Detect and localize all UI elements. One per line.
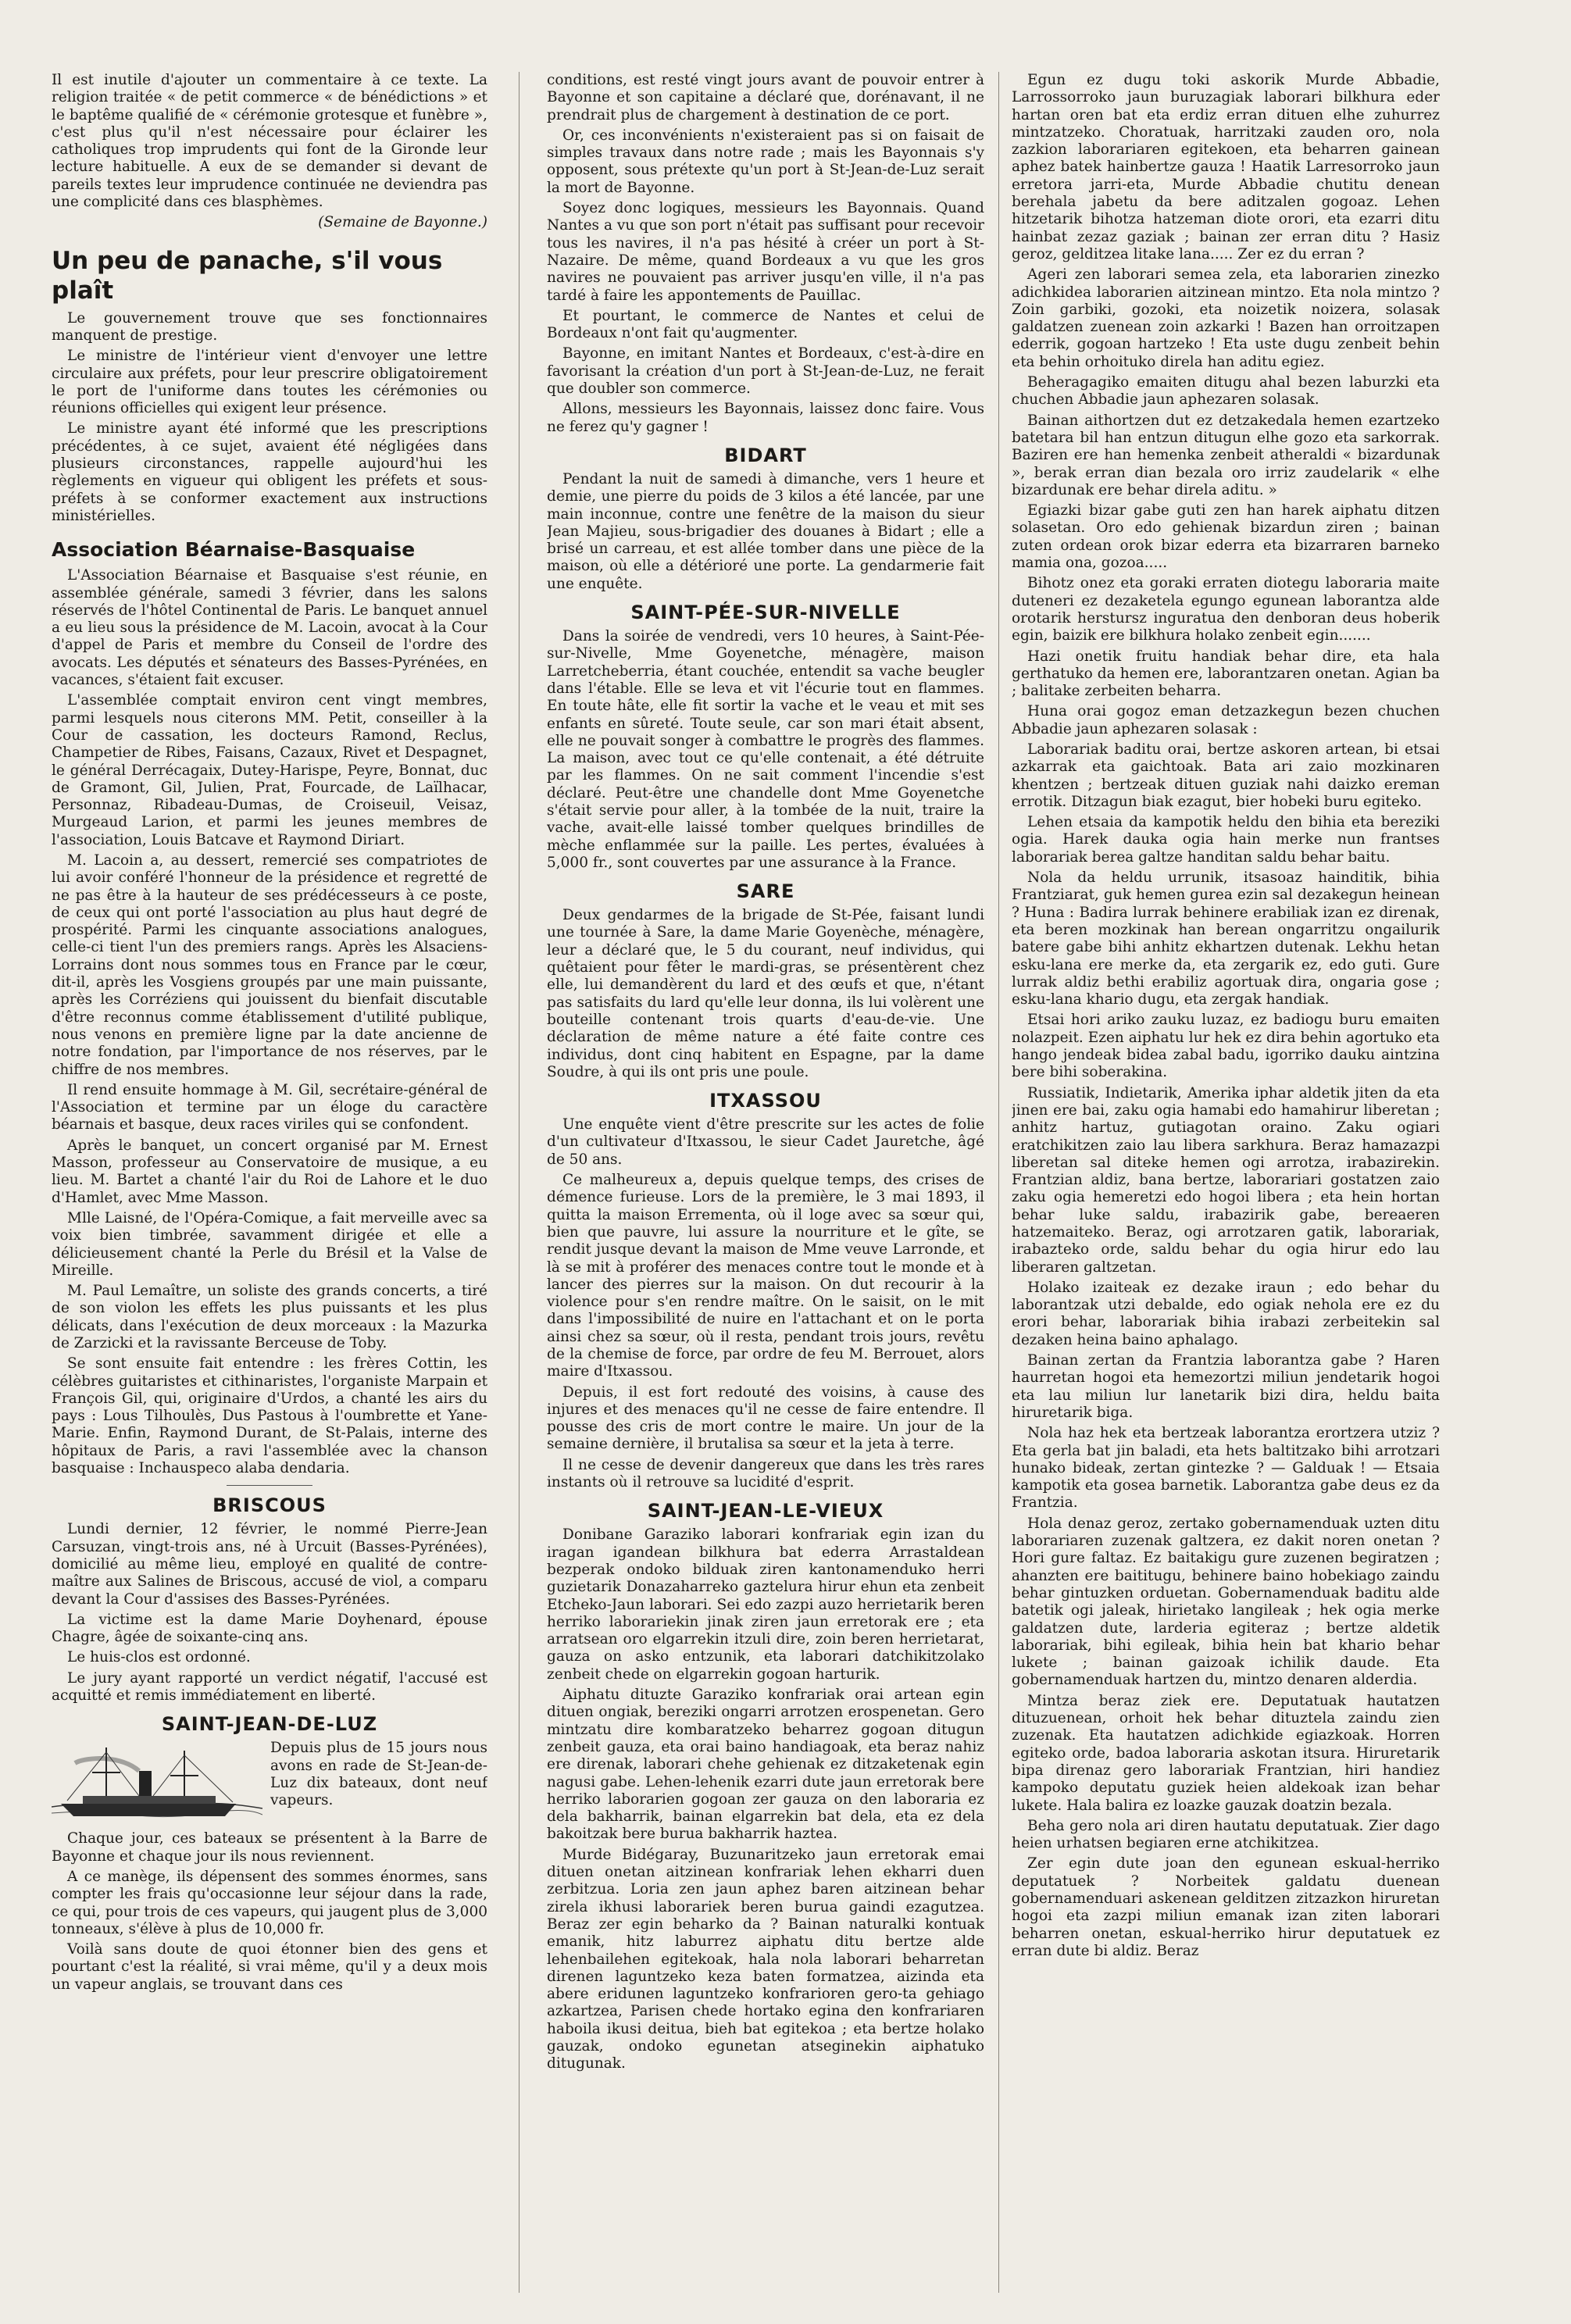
paragraph: Il ne cesse de devenir dangereux que dans les très rares instants où il retrouve sa lucidité d'esprit. bbox=[547, 1456, 984, 1491]
paragraph: Nola haz hek eta bertzeak laborantza erortzera utziz ? Eta gerla bat jin baladi, eta hets baltitzako bihi arrotzari hunako bideak, zertan gintezke ? — Galduak ! — Etsaia kampotik eta gosea barnetik. Laborantza gabe deus ez da Frantzia. bbox=[1012, 1425, 1440, 1512]
headline-association: Association Béarnaise-Basquaise bbox=[52, 538, 416, 562]
paragraph: Depuis, il est fort redouté des voisins, à cause des injures et des menaces qu'il ne cesse de faire entendre. Il pousse des cris de mort contre le maire. Un jour de la semaine dernière, il brutalisa sa sœur et la jeta à terre. bbox=[547, 1383, 984, 1453]
headline-saint-jean-de-luz: SAINT-JEAN-DE-LUZ bbox=[161, 1713, 378, 1736]
paragraph: Zer egin dute joan den egunean eskual-herriko deputatuek ? Norbeitek galdatu duenean gobernamenduari askenean gelditzen zitzazkon hiruretan hogoi eta zazpi miliun emanak izan ziten laborari beharren onetan, eskual-herriko hirur deputatuek ez erran dute bi aldiz. Beraz bbox=[1012, 1855, 1440, 1959]
paragraph: Ce malheureux a, depuis quelque temps, des crises de démence furieuse. Lors de la première, le 3 mai 1893, il quitta la maison Errementa, où il loge avec sa sœur qui, bien que pauvre, lui assure la nourriture et le gîte, se rendit jusque devant la maison de Mme veuve Larronde, et là se mit à proférer des menaces contre tout le monde et à lancer des pierres sur la maison. On dut recourir à la violence pour s'en rendre maître. On le saisit, on le mit dans l'impossibilité de nuire en l'attachant et on le porta ainsi chez sa sœur, où il resta, pendant trois jours, revêtu de la chemise de force, par ordre de feu M. Berrouet, alors maire d'Itxassou. bbox=[547, 1172, 984, 1380]
paragraph: Le jury ayant rapporté un verdict négatif, l'accusé est acquitté et remis immédiatement en liberté. bbox=[52, 1669, 487, 1705]
paragraph: Ageri zen laborari semea zela, eta laborarien zinezko adichkidea laborarien aitzinean mintzo. Eta nola mintzo ? Zoin garbiki, gozoki, eta noizetik noizera, solasak galdatzen zuenean zoin azkarki ! Bazen han orroitzapen ederrik, gogoan hartzeko ! Eta uste dugu zenbeit behin eta behin orhoituko direla han aditu egiez. bbox=[1012, 266, 1440, 370]
column-rule bbox=[519, 72, 520, 2293]
column-middle bbox=[547, 72, 984, 2293]
paragraph: Chaque jour, ces bateaux se présentent à la Barre de Bayonne et chaque jour ils nous reviennent. bbox=[52, 1830, 487, 1865]
paragraph: Pendant la nuit de samedi à dimanche, vers 1 heure et demie, une pierre du poids de 3 kilos a été lancée, par une main inconnue, contre une fenêtre de la maison du sieur Jean Majieu, sous-brigadier des douanes à Bidart ; elle a brisé un carreau, et est allée tomber dans une pièce de la maison, où elle a détérioré une porte. La gendarmerie fait une enquête. bbox=[547, 470, 984, 592]
headline-saint-jean-le-vieux: SAINT-JEAN-LE-VIEUX bbox=[647, 1500, 884, 1523]
paragraph: Le huis-clos est ordonné. bbox=[67, 1649, 251, 1666]
paragraph: Voilà sans doute de quoi étonner bien des gens et pourtant c'est la réalité, si vrai même, qu'il y a deux mois un vapeur anglais, se trouvant dans ces bbox=[52, 1941, 487, 1993]
column-left bbox=[52, 72, 487, 2293]
source-attribution: (Semaine de Bayonne.) bbox=[318, 214, 487, 231]
paragraph: Deux gendarmes de la brigade de St-Pée, faisant lundi une tournée à Sare, la dame Marie Goyenèche, ménagère, leur a déclaré que, le 5 du courant, neuf individus, qui quêtaient pour fêter le mardi-gras, se présentèrent chez elle, lui demandèrent du lard et des œufs et que, n'étant pas satisfaits du lard qu'elle leur donna, ils lui volèrent une bouteille contenant trois quarts d'eau-de-vie. Une déclaration de même nature a été faite contre ces individus, dont cinq habitent en Espagne, par la dame Soudre, à qui ils ont pris une poule. bbox=[547, 907, 984, 1080]
steamship-article bbox=[52, 1740, 487, 1830]
column-right bbox=[1012, 72, 1440, 2293]
paragraph: Bayonne, en imitant Nantes et Bordeaux, c'est-à-dire en favorisant la création d'un port à St-Jean-de-Luz, ne ferait que doubler son commerce. bbox=[547, 345, 984, 398]
paragraph: Huna orai gogoz eman detzazkegun bezen chuchen Abbadie jaun aphezaren solasak : bbox=[1012, 703, 1440, 737]
headline-briscous: BRISCOUS bbox=[212, 1494, 327, 1517]
paragraph: Mlle Laisné, de l'Opéra-Comique, a fait merveille avec sa voix bien timbrée, savamment dirigée et elle a délicieusement chanté la Perle du Brésil et la Valse de Mireille. bbox=[52, 1209, 487, 1279]
column-rule bbox=[998, 72, 999, 2293]
headline-saint-pee-sur-nivelle: SAINT-PÉE-SUR-NIVELLE bbox=[630, 602, 901, 624]
section-separator bbox=[227, 1485, 312, 1486]
paragraph: Egun ez dugu toki askorik Murde Abbadie, Larrossorroko jaun buruzagiak laborari bilkhura eder hartan oren bat eta erdiz erran dituen elhe zuhurrez mintzatzeko. Choratuak, harritzaki zauden oro, nola zazkion laborariaren egitekoen, eta beharren gainean aphez batek hainbertze gauza ! Haatik Larresorroko jaun erretora jarri-eta, Murde Abbadie chutitu denean berehala jabetu da bere aditzalen gogoaz. Lehen hitzetarik bihotza hatzeman diote orori, eta ezarri ditu hainbat zezaz gaziak ; bainan zer erran ditu ? Hasiz geroz, gelditzea litake lana..... Zer ez du erran ? bbox=[1012, 72, 1440, 262]
paragraph: Mintza beraz ziek ere. Deputatuak hautatzen dituzuenean, orhoit hek behar dituztela zaindu zien zuzenak. Eta hautatzen adichkide egiazkoak. Horren egiteko orde, badoa laboraria askotan itsura. Hiruretarik bipa direnaz gero laborariak Frantzian, hiri handiez kampoko deputatu guziek heien aldekoak izan behar lukete. Hala balira ez loazke gauzak doatzin bezala. bbox=[1012, 1692, 1440, 1814]
paragraph: La victime est la dame Marie Doyhenard, épouse Chagre, âgée de soixante-cinq ans. bbox=[52, 1611, 487, 1646]
paragraph: Laborariak baditu orai, bertze askoren artean, bi etsai azkarrak eta gaichtoak. Bata ari zaio mozkinaren khentzen ; bertzeak dituen guziak nahi daizko ereman errotik. Ditzagun biak ezagut, bier hobeki buru egiteko. bbox=[1012, 741, 1440, 810]
paragraph: Une enquête vient d'être prescrite sur les actes de folie d'un cultivateur d'Itxassou, le sieur Cadet Jauretche, âgé de 50 ans. bbox=[547, 1116, 984, 1168]
steamship-engraving bbox=[52, 1741, 262, 1827]
paragraph: Etsai hori ariko zauku luzaz, ez badiogu buru emaiten nolazpeit. Ezen aiphatu lur hek ez dira behin agortuko eta hango jendeak bidea zabal badu, igorriko dauku aintzina bere bihi soberakina. bbox=[1012, 1012, 1440, 1081]
paragraph: Russiatik, Indietarik, Amerika iphar aldetik jiten da eta jinen ere bai, zaku ogia hamabi edo hamahirur liberetan ; anhitz hartuz, gutiagotan oraino. Zaku ogiari eratchikitzen zaio lau libera sarkhura. Beraz hamazazpi liberetan sal diteke hemen ogi arrotza, irabazirekin. Frantzian aldiz, bana bertze, laborariari gostatzen zaio zaku ogia hemeretzi edo hogoi libera ; eta hein hortan behar luke saldu, irabazirik gabe, bereaeren hatzemaiteko. Beraz, ogi arrotzaren gatik, laborariak, irabazteko orde, saldu behar du ogia hirur edo lau liberaren galtzetan. bbox=[1012, 1084, 1440, 1276]
paragraph: Nola da heldu urrunik, itsasoaz hainditik, bihia Frantziarat, guk hemen gurea ezin sal dezakegun heinean ? Huna : Badira lurrak behinere erabiliak izan ez direnak, eta beren mozkinak han berean ongarritzu ongailurik batere gabe bihi anhitz ekhartzen dutenak. Lekhu hetan esku-lana ere merke da, eta zergarik ez, edo guti. Gure lurrak aldiz bethi erabiliz agortuak dira, ongaria gose ; esku-lana khario dugu, eta zergak handiak. bbox=[1012, 869, 1440, 1008]
paragraph: Aiphatu dituzte Garaziko konfrariak orai artean egin dituen ongiak, bereziki ongarri arrotzen erospenetan. Gero mintzatu dire kombaratzeko beharrez gogoan ditugun zenbeit gauza, eta orai baino handiagoak, eta beraz nahiz ere direnak, laborari chehe gehienak ez ditzaketenak egin nagusi gabe. Lehen-lehenik ezarri dute jaun erretorak bere herriko laborarien gogoan zer gauza on den laboraria ez dela bakharrik, bainan elgarrekin bat dela, eta ez dela bakoitzak bere burua bakharrik haztea. bbox=[547, 1687, 984, 1843]
paragraph: Holako izaiteak ez dezake iraun ; edo behar du laborantzak utzi debalde, edo ogiak nehola ere ez du erori behar, laborariak bihia irabazi zerbeitekin sal dezaken heina baino aphalago. bbox=[1012, 1279, 1440, 1348]
headline-bidart: BIDART bbox=[724, 444, 807, 466]
paragraph: Le ministre de l'intérieur vient d'envoyer une lettre circulaire aux préfets, pour leur prescrire obligatoirement le port de l'uniforme dans toutes les cérémonies ou réunions officielles qui exigent leur présence. bbox=[52, 348, 487, 417]
paragraph: L'Association Béarnaise et Basquaise s'est réunie, en assemblée générale, samedi 3 février, dans les salons réservés de l'hôtel Continental de Paris. Le banquet annuel a eu lieu sous la présidence de M. Lacoin, avocat à la Cour d'appel de Paris et membre du Conseil de l'ordre des avocats. Les députés et sénateurs des Basses-Pyrénées, en vacances, s'étaient fait excuser. bbox=[52, 567, 487, 689]
paragraph: Il est inutile d'ajouter un commentaire à ce texte. La religion traitée « de petit commerce « de bénédictions » et le baptême qualifié de « cérémonie grotesque et funèbre », c'est plus qu'il n'est nécessaire pour éclairer les catholiques trop imprudents qui font de la Gironde leur lecture habituelle. A eux de se demander si devant de pareils textes leur imprudence continuée ne deviendra pas une complicité dans ces blasphèmes. bbox=[52, 72, 487, 211]
paragraph: A ce manège, ils dépensent des sommes énormes, sans compter les frais qu'occasionne leur séjour dans la rade, ce qui, pour trois de ces vapeurs, qui jaugent plus de 3,000 tonneaux, s'élève à plus de 10,000 fr. bbox=[52, 1868, 487, 1937]
paragraph: Et pourtant, le commerce de Nantes et celui de Bordeaux n'ont fait qu'augmenter. bbox=[547, 307, 984, 342]
paragraph: M. Lacoin a, au dessert, remercié ses compatriotes de lui avoir conféré l'honneur de la présidence et regretté de ne pas être à la hauteur de ses prédécesseurs à ce poste, de ceux qui ont porté l'association au plus haut degré de prospérité. Parmi les cinquante associations analogues, celle-ci tient l'un des premiers rangs. Après les Alsaciens-Lorrains dont nous sommes tous en France par le cœur, dit-il, après les Vosgiens groupés par une main puissante, après les Corréziens qui jouissent du bienfait discutable d'être reconnus comme établissement d'utilité publique, nous venons en première ligne par la date ancienne de notre fondation, par l'importance de nos réserves, par le chiffre de nos membres. bbox=[52, 851, 487, 1078]
paragraph: Bihotz onez eta goraki erraten diotegu laboraria maite duteneri ez dezaketela egungo egunean laborantza alde orotarik herstursz inguratua den denboran deus hoberik egin, baizik ere bilkhura holako zenbeit egin....... bbox=[1012, 575, 1440, 644]
paragraph: L'assemblée comptait environ cent vingt membres, parmi lesquels nous citerons MM. Petit, conseiller à la Cour de cassation, les docteurs Ramond, Reclus, Champetier de Ribes, Faisans, Cazaux, Rivet et Despagnet, le général Derrécagaix, Dutey-Harispe, Peyre, Bonnat, duc de Gramont, Gil, Julien, Prat, Fourcade, de Laïlhacar, Personnaz, Ribadeau-Dumas, de Croiseuil, Veisaz, Murgeaud Larion, et parmi les jeunes membres de l'association, Louis Batcave et Raymond Diriart. bbox=[52, 692, 487, 848]
paragraph: conditions, est resté vingt jours avant de pouvoir entrer à Bayonne et son capitaine a déclaré que, dorénavant, il ne prendrait plus de chargement à destination de ce port. bbox=[547, 72, 984, 123]
paragraph: Hola denaz geroz, zertako gobernamenduak uzten ditu laborariaren zuzenak galtzera, ez dakit noren onetan ? Hori gure faltaz. Ez baitakigu gure zuzenen begiratzen ; ahanzten ere baititugu, behinere baino hobekiago zaindu behar gintuzken orduetan. Gobernamenduak baditu alde batetik ogi jaleak, hirietako langileak ; hek ogia merke galdatzen dute, larderia egiteraz ; bertze aldetik laborariak, bihi egileak, bihia hein bat khario behar lukete ; bainan gaizoak ichilik daude. Eta gobernamenduak hartzen du, mintzo denaren alderdia. bbox=[1012, 1515, 1440, 1689]
paragraph: Egiazki bizar gabe guti zen han harek aiphatu ditzen solasetan. Oro edo gehienak bizardun ziren ; bainan zuten ordean orok bizar ederra eta bizarraren barneko mamia ona, gozoa..... bbox=[1012, 502, 1440, 572]
paragraph: Après le banquet, un concert organisé par M. Ernest Masson, professeur au Conservatoire de musique, a eu lieu. M. Bartet a chanté l'air du Roi de Lahore et le duo d'Hamlet, avec Mme Masson. bbox=[52, 1137, 487, 1206]
paragraph: Lehen etsaia da kampotik heldu den bihia eta bereziki ogia. Harek dauka ogia hain merke nun frantses laborariak berea galtze handitan saldu behar baitu. bbox=[1012, 814, 1440, 866]
paragraph: Bainan zertan da Frantzia laborantza gabe ? Haren haurretan hogoi eta hemezortzi miliun jendetarik hogoi eta lau miliun lur lanetarik bizi dira, heldu baita hiruretarik biga. bbox=[1012, 1352, 1440, 1421]
paragraph: Soyez donc logiques, messieurs les Bayonnais. Quand Nantes a vu que son port n'était pas suffisant pour recevoir tous les navires, il n'a pas hésité à créer un port à St-Nazaire. De même, quand Bordeaux a vu que les gros navires ne pouvaient pas arriver jusqu'en ville, il n'a pas tardé à faire les appontements de Pauillac. bbox=[547, 200, 984, 304]
paragraph: Se sont ensuite fait entendre : les frères Cottin, les célèbres guitaristes et cithinaristes, l'organiste Marpain et François Gil, qui, originaire d'Urdos, a chanté les airs du pays : Lous Tilhoulès, Dus Pastous à l'oumbrette et Yane-Marie. Enfin, Raymond Durant, de St-Palais, interne des hôpitaux de Paris, a ravi l'assemblée avec la chanson basquaise : Inchauspeco alaba dendaria. bbox=[52, 1355, 487, 1477]
paragraph: Beheragagiko emaiten ditugu ahal bezen laburzki eta chuchen Abbadie jaun aphezaren solasak. bbox=[1012, 374, 1440, 409]
paragraph: Hazi onetik fruitu handiak behar dire, eta hala gerthatuko da hemen ere, laborantzaren onetan. Agian ba ; balitake zerbeiten beharra. bbox=[1012, 648, 1440, 700]
paragraph: Dans la soirée de vendredi, vers 10 heures, à Saint-Pée-sur-Nivelle, Mme Goyenetche, ménagère, maison Larretcheberria, étant couchée, entendit sa vache beugler dans l'étable. Elle se leva et vit l'écurie tout en flammes. En toute hâte, elle fit sortir la vache et le veau et mit ses enfants en sûreté. Toute seule, car son mari était absent, elle ne pouvait songer à combattre le progrès des flammes. La maison, avec tout ce qu'elle contenait, a été détruite par les flammes. On ne sait comment l'incendie s'est déclaré. Peut-être une chandelle dont Mme Goyenetche s'était servie pour aller, à la tombée de la nuit, traire la vache, avait-elle laissé tomber quelques brindilles de mèche enflammée sur la paille. Les pertes, évaluées à 5,000 fr., sont couvertes par une assurance à la France. bbox=[547, 628, 984, 871]
paragraph: Donibane Garaziko laborari konfrariak egin izan du iragan igandean bilkhura bat ederra Arrastaldean bezperak ondoko bilduak ziren kantonamenduko herri guzietarik Donazaharreko gaztelura hirur ehun eta zenbeit Etcheko-Jaun laborari. Sei edo zazpi auzo herrietarik beren herriko laborariekin jinak ziren jaun erretorak ere ; eta arratsean oro elgarrekin itzuli dire, zoin beren herrietarat, gauza on asko entzunik, eta laborari datchikitzolako zenbeit chede on elgarrekin gogoan harturik. bbox=[547, 1526, 984, 1683]
paragraph: Le ministre ayant été informé que les prescriptions précédentes, à ce sujet, avaient été négligées dans plusieurs circonstances, rappelle aujourd'hui les règlements en vigueur qui obligent les préfets et sous-préfets à se conformer exactement aux instructions ministérielles. bbox=[52, 420, 487, 524]
paragraph: Il rend ensuite hommage à M. Gil, secrétaire-général de l'Association et termine par un éloge du caractère béarnais et basque, deux races viriles qui se confondent. bbox=[52, 1081, 487, 1133]
paragraph: M. Paul Lemaître, un soliste des grands concerts, a tiré de son violon les effets les plus puissants et les plus délicats, dans l'exécution de deux morceaux : la Mazurka de Zarzicki et la ravissante Berceuse de Toby. bbox=[52, 1283, 487, 1351]
headline-itxassou: ITXASSOU bbox=[709, 1090, 822, 1112]
headline-panache: Un peu de panache, s'il vous plaît bbox=[52, 246, 443, 305]
paragraph: Lundi dernier, 12 février, le nommé Pierre-Jean Carsuzan, vingt-trois ans, né à Urcuit (Basses-Pyrénées), domicilié au même lieu, employé en qualité de contre-maître aux Salines de Briscous, accusé de viol, a comparu devant la Cour d'assises des Basses-Pyrénées. bbox=[52, 1521, 487, 1608]
paragraph: Bainan aithortzen dut ez detzakedala hemen ezartzeko batetara bil han entzun ditugun elhe gozo eta sarkorrak. Baziren ere han hemenka zenbeit atheraldi « bizardunak », berak erran dian bezala oro irriz zaudelarik « elhe bizardunak ere behar direla aditu. » bbox=[1012, 412, 1440, 498]
paragraph: Allons, messieurs les Bayonnais, laissez donc faire. Vous ne ferez qu'y gagner ! bbox=[547, 401, 984, 435]
paragraph: Le gouvernement trouve que ses fonctionnaires manquent de prestige. bbox=[52, 309, 487, 344]
headline-sare: SARE bbox=[736, 880, 795, 903]
paragraph: Murde Bidégaray, Buzunaritzeko jaun erretorak emai dituen onetan aitzinean konfrariak lehen ekharri duen zerbitzua. Loria zen jaun aphez baren aitzinean behar zirela ikhusi laborariek beren burua gaindi ezagutzea. Beraz zer egin beharko da ? Bainan naturalki kontuak emanik, hitz laburrez aiphatu ditu bertze alde lehenbailehen egitekoak, hala nola laborari beharretan direnen laguntzeko keza baten formatzea, aizinda eta abere eridunen laguntzeko konfrarioren gero-ta gehiago azkartzea, Parisen chede hortako egina den konfrariaren haboila ikusi deitua, bieh bat egitekoa ; eta bertze holako gauzak, ondoko egunetan atseginekin aiphatuko ditugunak. bbox=[547, 1846, 984, 2072]
paragraph: Beha gero nola ari diren hautatu deputatuak. Zier dago heien urhatsen begiaren erne atchikitzea. bbox=[1012, 1817, 1440, 1852]
paragraph: Depuis plus de 15 jours nous avons en rade de St-Jean-de-Luz dix bateaux, dont neuf vapeurs. bbox=[270, 1740, 487, 1809]
paragraph: Or, ces inconvénients n'existeraient pas si on faisait de simples travaux dans notre rade ; mais les Bayonnais s'y opposent, sous prétexte qu'un port à St-Jean-de-Luz serait la mort de Bayonne. bbox=[547, 127, 984, 196]
